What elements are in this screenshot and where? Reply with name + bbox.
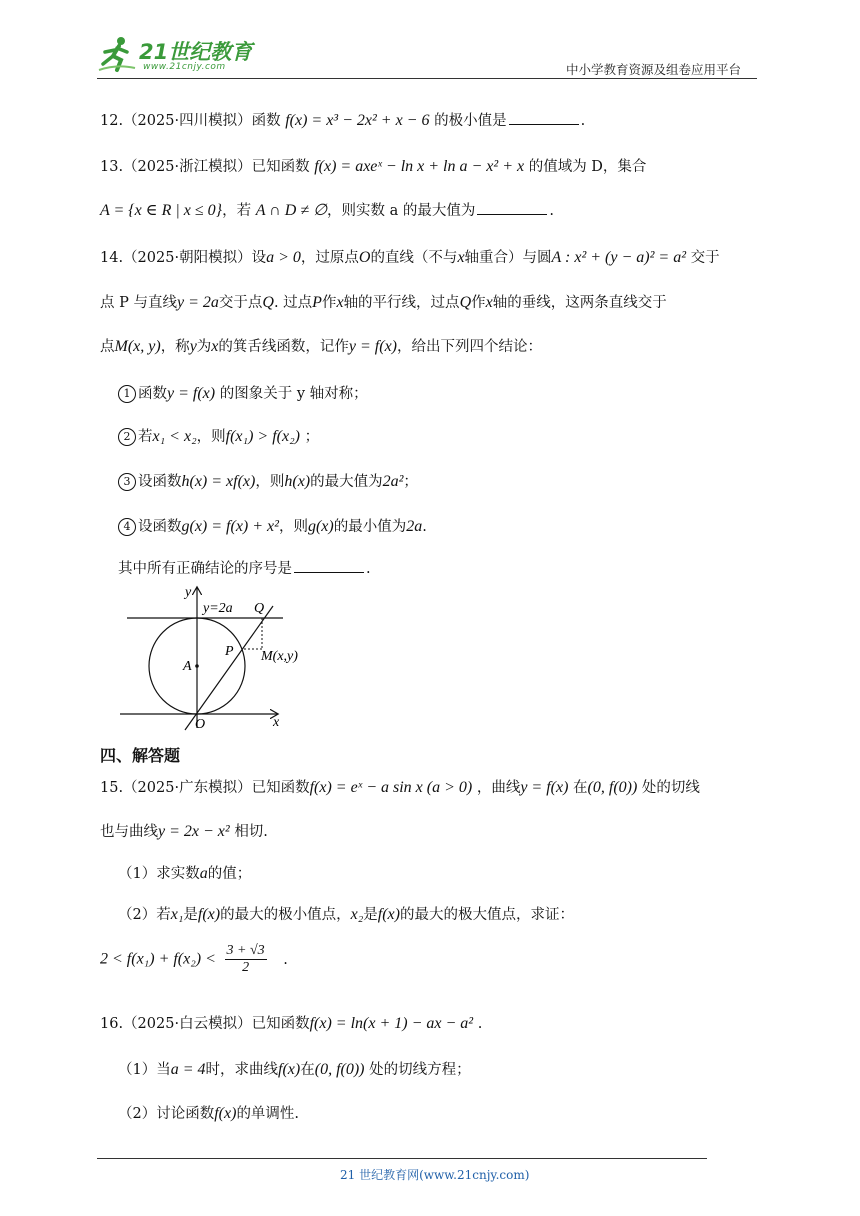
label-O: O bbox=[195, 717, 206, 732]
logo-text: 21世纪教育 bbox=[139, 40, 253, 64]
logo-url: www.21cnjy.com bbox=[143, 62, 226, 72]
question-14-line1: 14.（2025·朝阳模拟）设a > 0，过原点O的直线（不与x轴重合）与圆A : x² + (y − a)² = a² 交于 bbox=[100, 249, 720, 266]
label-M: M(x,y) bbox=[261, 649, 298, 664]
site-logo bbox=[97, 34, 257, 74]
conclusion-2: 2 若x₁ < x₂，则f(x₁) > f(x₂) ； bbox=[118, 425, 319, 446]
footer-divider bbox=[97, 1158, 707, 1159]
question-15-line2: 也与曲线y = 2x − x² 相切. bbox=[100, 823, 268, 840]
question-13-line1: 13.（2025·浙江模拟）已知函数 f(x) = axeˣ − ln x + ln a − x² + x 的值域为 D，集合 bbox=[100, 158, 647, 175]
question-14-ask: 其中所有正确结论的序号是 . bbox=[118, 557, 371, 578]
label-y2a: y=2a bbox=[203, 601, 233, 616]
question-16-line1: 16.（2025·白云模拟）已知函数f(x) = ln(x + 1) − ax − a² . bbox=[100, 1015, 483, 1032]
witch-of-agnesi-figure bbox=[115, 582, 298, 732]
conclusion-4: 4 设函数g(x) = f(x) + x²，则g(x)的最小值为2a. bbox=[118, 515, 427, 536]
answer-blank[interactable] bbox=[477, 200, 547, 215]
conclusion-1: 1 函数y = f(x) 的图象关于 y 轴对称； bbox=[118, 382, 368, 403]
conclusion-3: 3 设函数h(x) = xf(x)，则h(x)的最大值为2a²； bbox=[118, 470, 418, 491]
fraction: $\frac{3 + √3}{2}$ bbox=[226, 943, 265, 975]
runner-logo-icon bbox=[97, 34, 137, 74]
point-A bbox=[195, 664, 199, 668]
question-14-line3: 点M(x, y)，称y为x的箕舌线函数，记作y = f(x)，给出下列四个结论： bbox=[100, 338, 543, 355]
header-divider bbox=[97, 78, 757, 79]
label-P: P bbox=[225, 644, 234, 659]
label-A: A bbox=[183, 659, 192, 674]
q13-formula: f(x) = axeˣ − ln x + ln a − x² + x bbox=[314, 158, 525, 175]
question-13-line2: A = {x ∈ R | x ≤ 0}，若 A ∩ D ≠ ∅，则实数 a 的最大值为 . bbox=[100, 202, 554, 219]
line-OQ bbox=[185, 606, 273, 730]
question-15-part1: （1）求实数a的值； bbox=[118, 865, 252, 882]
answer-blank[interactable] bbox=[294, 558, 364, 573]
question-14-line2: 点 P 与直线y = 2a交于点Q. 过点P作x轴的平行线，过点Q作x轴的垂线，这两条直线交于 bbox=[100, 294, 667, 311]
footer-link[interactable]: 21 世纪教育网(www.21cnjy.com) bbox=[340, 1168, 530, 1182]
question-15-inequality: 2 < f(x₁) + f(x₂) < $\frac{3 + √3}{2}$ . bbox=[100, 943, 288, 975]
q12-prefix: 12.（2025·四川模拟）函数 bbox=[100, 113, 281, 129]
question-15-line1: 15.（2025·广东模拟）已知函数f(x) = eˣ − a sin x (a > 0) ，曲线y = f(x) 在(0, f(0)) 处的切线 bbox=[100, 779, 700, 796]
q13-set: A = {x ∈ R | x ≤ 0} bbox=[100, 202, 223, 219]
label-y: y bbox=[185, 585, 192, 600]
answer-blank[interactable] bbox=[509, 110, 579, 125]
header-right-text: 中小学教育资源及组卷应用平台 bbox=[566, 62, 742, 77]
q12-suffix: 的极小值是 bbox=[434, 113, 507, 129]
q12-formula: f(x) = x³ − 2x² + x − 6 bbox=[285, 112, 430, 129]
section-title: 四、解答题 bbox=[100, 746, 181, 765]
question-16-part2: （2）讨论函数f(x)的单调性. bbox=[118, 1105, 300, 1122]
label-x: x bbox=[273, 715, 280, 730]
question-16-part1: （1）当a = 4时，求曲线f(x)在(0, f(0)) 处的切线方程； bbox=[118, 1061, 471, 1078]
question-15-part2: （2）若x₁是f(x)的最大的极小值点，x₂是f(x)的最大的极大值点，求证： bbox=[118, 906, 574, 923]
question-12: 12.（2025·四川模拟）函数 f(x) = x³ − 2x² + x − 6 的极小值是 . bbox=[100, 112, 586, 129]
label-Q: Q bbox=[254, 601, 265, 616]
